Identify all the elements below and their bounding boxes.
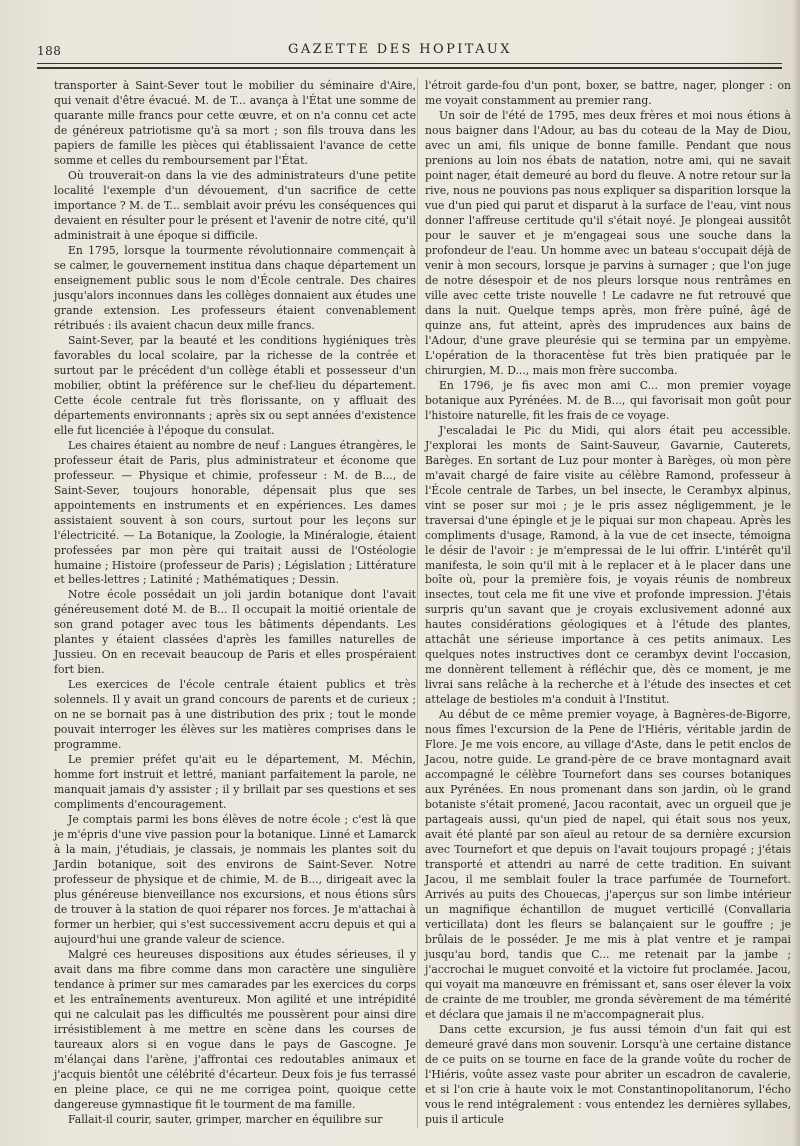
paragraph: En 1796, je fis avec mon ami C... mon premier voyage botanique aux Pyrénées. M. de B..., qui favorisait mon goût pour l'histoire naturelle, fit les frais de ce voyage.	[425, 378, 791, 422]
paragraph: Un soir de l'été de 1795, mes deux frères et moi nous étions à nous baigner dans l'Adour, au bas du coteau de la May de Diou, avec un ami, fils unique de bonne famille. Pendant que nous prenions au loin nos ébats de natation, notre ami, qui ne savait point nager, était demeuré au bord du fleuve. A notre retour sur la rive, nous ne pouvions pas nous expliquer sa disparition lorsque la vue d'un pied qui parut et disparut à la surface de l'eau, vint nous donner l'affreuse certitude qu'il s'était noyé. Je plongeai aussitôt pour le sauver et je m'engageai sous une souche dans la profondeur de l'eau. Un homme avec un bateau s'occupait déjà de venir à mon secours, lorsque je parvins à surnager ; que l'on juge de notre désespoir et de nos pleurs lorsque nous rentrâmes en ville avec cette triste nouvelle ! Le cadavre ne fut retrouvé que dans la nuit. Quelque temps après, mon frère puîné, âgé de quinze ans, fut atteint, après des imprudences aux bains de l'Adour, d'une grave pleurésie qui se termina par un empyème. L'opération de la thoracentèse fut très bien pratiquée par le chirurgien, M. D..., mais mon frère succomba.	[425, 108, 791, 377]
header-rule-thick	[37, 67, 782, 69]
paragraph: Je comptais parmi les bons élèves de notre école ; c'est là que je m'épris d'une vive passion pour la botanique. Linné et Lamarck à la main, j'étudiais, je classais, je nommais les plantes soit du Jardin botanique, soit des environs de Saint-Sever. Notre professeur de physique et de chimie, M. de B..., dirigeait avec la plus généreuse bienveillance nos excursions, et nous étions sûrs de trouver à la station de quoi réparer nos forces. Je m'attachai à former un herbier, qui s'est successivement accru depuis et qui a aujourd'hui une grande valeur de science.	[54, 813, 416, 947]
paragraph: Notre école possédait un joli jardin botanique dont l'avait généreusement doté M. de B... Il occupait la moitié orientale de son grand potager avec tous les bâtiments dépendants. Les plantes y étaient classées d'après les familles naturelles de Jussieu. On en recevait beaucoup de Paris et elles prospéraient fort bien.	[54, 588, 416, 677]
paragraph: Où trouverait-on dans la vie des administrateurs d'une petite localité l'exemple d'un dévouement, d'un sacrifice de cette importance ? M. de T... semblait avoir prévu les conséquences qui devaient en résulter pour le présent et l'avenir de notre cité, qu'il administrait à une époque si difficile.	[54, 168, 416, 242]
page-number: 188	[37, 44, 62, 58]
header-rule-thin	[37, 63, 782, 64]
paragraph: J'escaladai le Pic du Midi, qui alors était peu accessible. J'explorai les monts de Saint-Sauveur, Gavarnie, Cauterets, Barèges. En sortant de Luz pour monter à Barèges, où mon père m'avait chargé de faire visite au célèbre Ramond, professeur à l'École centrale de Tarbes, un bel insecte, le Cerambyx alpinus, vint se poser sur moi ; je le pris assez négligemment, je le traversai d'une épingle et je le piquai sur mon chapeau. Après les compliments d'usage, Ramond, à la vue de cet insecte, témoigna le désir de l'avoir : je m'empressai de le lui offrir. L'intérêt qu'il manifesta, le soin qu'il mit à le replacer et à le placer dans une boîte où, pour la première fois, je voyais réunis de nombreux insectes, tout cela me fit une vive et profonde impression. J'étais surpris qu'un savant que je croyais exclusivement adonné aux hautes considérations géologiques et à l'étude des plantes, attachât une sérieuse importance à ces petits animaux. Les quelques notes instructives dont ce cerambyx devint l'occasion, me donnèrent tellement à réfléchir que, dès ce moment, je me livrai sans relâche à la recherche et à l'étude des insectes et cet attelage de bestioles m'a conduit à l'Institut.	[425, 423, 791, 707]
paragraph: Dans cette excursion, je fus aussi témoin d'un fait qui est demeuré gravé dans mon souvenir. Lorsqu'à une certaine distance de ce puits on se tourne en face de la grande voûte du rocher de l'Hiéris, voûte assez vaste pour abriter un escadron de cavalerie, et si l'on crie à haute voix le mot Constantinopolitanorum, l'écho vous le rend intégralement : vous entendez les dernières syllabes, puis il articule	[425, 1023, 791, 1126]
paragraph: Au début de ce même premier voyage, à Bagnères-de-Bigorre, nous fîmes l'excursion de la Pene de l'Hiéris, véritable jardin de Flore. Je me vois encore, au village d'Aste, dans le petit enclos de Jacou, notre guide. Le grand-père de ce brave montagnard avait accompagné le célèbre Tournefort dans ses courses botaniques aux Pyrénées. En nous promenant dans son jardin, où le grand botaniste s'était promené, Jacou racontait, avec un orgueil que je partageais aussi, qu'un pied de napel, qui était sous nos yeux, avait été planté par son aïeul au retour de sa dernière excursion avec Tournefort et que depuis on l'avait toujours propagé ; j'étais transporté et attendri au narré de cette tradition. En suivant Jacou, il me semblait fouler la trace parfumée de Tournefort. Arrivés au puits des Chouecas, j'aperçus sur son limbe intérieur un magnifique échantillon de muguet verticillé (Convallaria verticillata) dont les fleurs se balançaient sur le gouffre ; je brûlais de le posséder. Je me mis à plat ventre et je rampai jusqu'au bord, tandis que C... me retenait par la jambe ; j'accrochai le muguet convoité et la victoire fut proclamée. Jacou, qui voyait ma manœuvre en frémissant et, sans oser élever la voix de crainte de me troubler, me gronda sévèrement de ma témérité et déclara que jamais il ne m'accompagnerait plus.	[425, 708, 791, 1022]
paragraph: Malgré ces heureuses dispositions aux études sérieuses, il y avait dans ma fibre comme dans mon caractère une singulière tendance à primer sur mes camarades par les exercices du corps et les entraînements aventureux. Mon agilité et une intrépidité qui ne calculait pas les difficultés me poussèrent pour ainsi dire irrésistiblement à me mettre en scène dans les courses de taureaux alors si en vogue dans le pays de Gascogne. Je m'élançai dans l'arène, j'affrontai ces redoutables animaux et j'acquis bientôt une célébrité d'écarteur. Deux fois je fus terrassé en pleine place, ce qui ne me corrigea point, quoique cette dangereuse gymnastique fit le tourment de ma famille.	[54, 948, 416, 1111]
paragraph: Saint-Sever, par la beauté et les conditions hygiéniques très favorables du local scolaire, par la richesse de la contrée et surtout par le précédent d'un collège établi et possesseur d'un mobilier, obtint la préférence sur le chef-lieu du département. Cette école centrale fut très florissante, on y affluait des départements environnants ; après six ou sept années d'existence elle fut licenciée à l'époque du consulat.	[54, 333, 416, 437]
journal-title: GAZETTE DES HOPITAUX	[288, 42, 512, 57]
column-divider	[417, 78, 418, 1128]
paragraph: Fallait-il courir, sauter, grimper, marcher en équilibre sur	[68, 1112, 383, 1126]
left-column	[54, 79, 416, 1128]
paragraph: transporter à Saint-Sever tout le mobilier du séminaire d'Aire, qui venait d'être évacué. M. de T... avança à l'État une somme de quarante mille francs pour cette œuvre, et on n'a connu cet acte de généreux patriotisme qu'à sa mort ; son fils trouva dans les papiers de famille les pièces qui établissaient l'avance de cette somme et celles du remboursement par l'État.	[54, 79, 416, 167]
page-edge-shadow	[792, 0, 800, 1146]
paragraph: Les exercices de l'école centrale étaient publics et très solennels. Il y avait un grand concours de parents et de curieux ; on ne se bornait pas à une distribution des prix ; tout le monde pouvait interroger les élèves sur les matières comprises dans le programme.	[54, 678, 416, 752]
paragraph: Les chaires étaient au nombre de neuf : Langues étrangères, le professeur était de Paris, plus administrateur et économe que professeur. — Physique et chimie, professeur : M. de B..., de Saint-Sever, toujours honorable, dépensait plus que ses appointements en instruments et en expériences. Les dames assistaient souvent à son cours, surtout pour les leçons sur l'électricité. — La Botanique, la Zoologie, la Minéralogie, étaient professées par mon père qui traitait aussi de l'Ostéologie humaine ; Histoire (professeur de Paris) ; Législation ; Littérature et belles-lettres ; Latinité ; Mathématiques ; Dessin.	[54, 438, 416, 587]
paragraph: l'étroit garde-fou d'un pont, boxer, se battre, nager, plonger : on me voyait constamment au premier rang.	[425, 79, 791, 107]
paragraph: En 1795, lorsque la tourmente révolutionnaire commençait à se calmer, le gouvernement institua dans chaque département un enseignement public sous le nom d'École centrale. Des chaires jusqu'alors inconnues dans les collèges donnaient aux études une grande extension. Les professeurs étaient convenablement rétribués : ils avaient chacun deux mille francs.	[54, 243, 416, 332]
paragraph: Le premier préfet qu'ait eu le département, M. Méchin, homme fort instruit et lettré, maniant parfaitement la parole, ne manquait jamais d'y assister ; il y brillait par ses questions et ses compliments d'encouragement.	[54, 753, 416, 812]
right-column	[425, 79, 791, 1128]
